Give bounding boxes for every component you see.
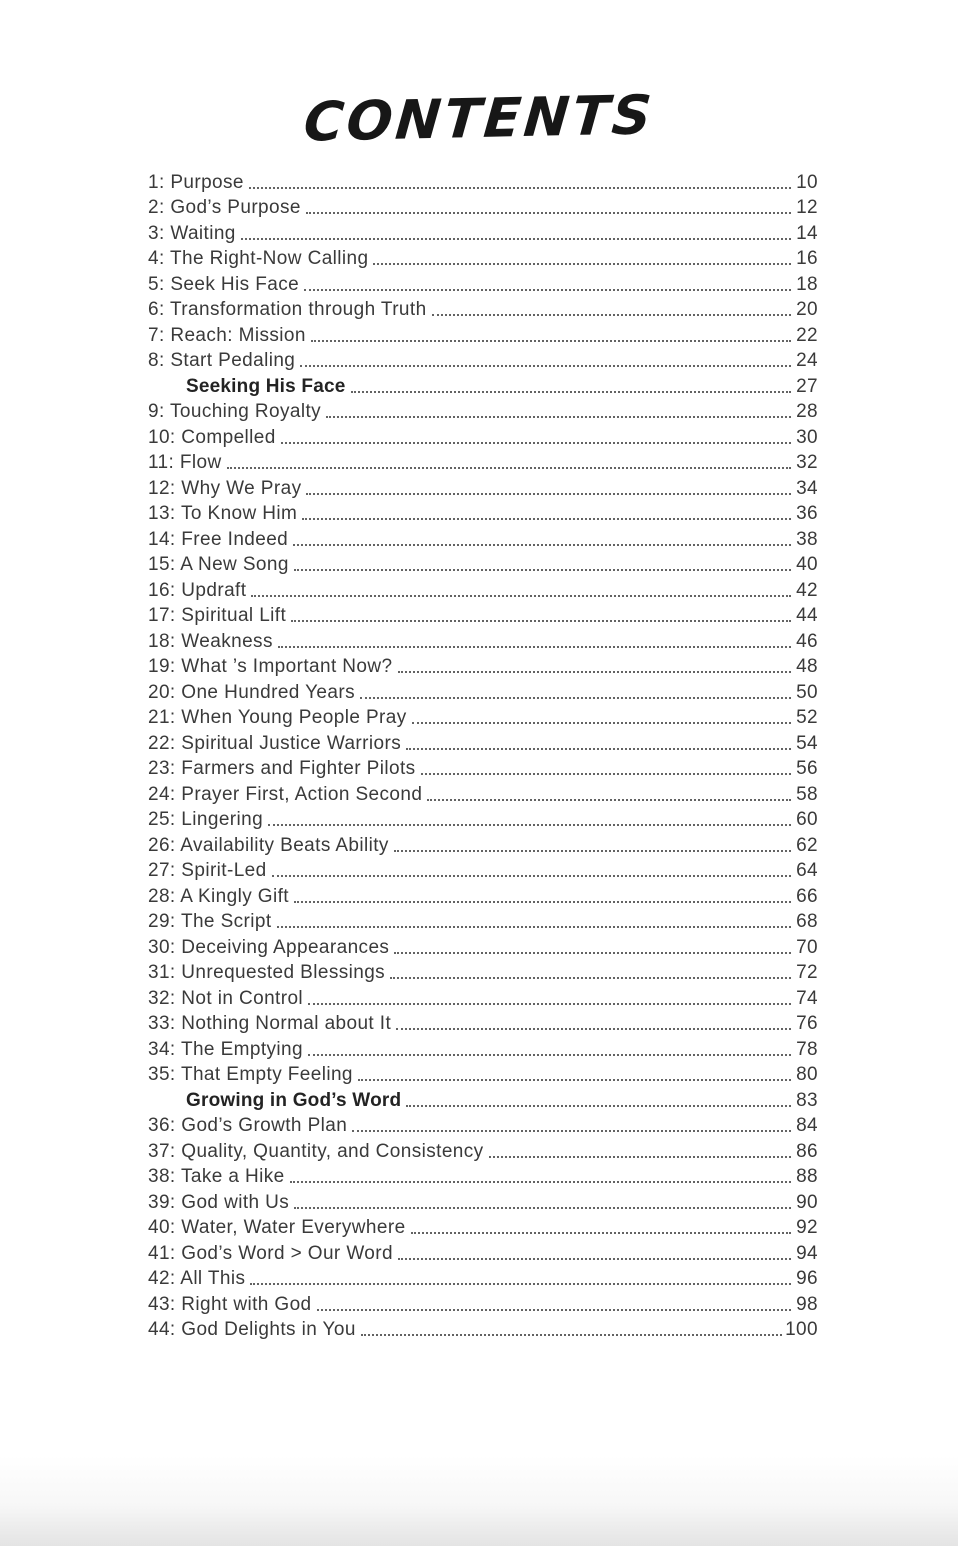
- dot-leader: [360, 697, 791, 699]
- toc-entry-label: 5: Seek His Face: [148, 273, 300, 295]
- toc-entry-label: 9: Touching Royalty: [148, 401, 322, 422]
- dot-leader: [302, 518, 791, 520]
- toc-page-number: 86: [796, 1140, 818, 1162]
- toc-row: [148, 1265, 818, 1291]
- toc-entry-label: 41: God’s Word > Our Word: [148, 1242, 393, 1264]
- dot-leader: [294, 901, 791, 903]
- toc-entry-label: 30: Deceiving Appearances: [148, 936, 390, 958]
- toc-page-number: 56: [796, 758, 818, 779]
- toc-page-number: 30: [796, 426, 818, 448]
- dot-leader: [358, 1079, 791, 1081]
- dot-leader: [489, 1156, 791, 1158]
- toc-entry-label: 6: Transformation through Truth: [148, 299, 427, 320]
- toc-row: [148, 908, 818, 934]
- dot-leader: [351, 391, 792, 393]
- toc-page-number: 62: [796, 834, 818, 856]
- toc-row: [148, 602, 818, 628]
- toc-entry-label: 14: Free Indeed: [148, 528, 289, 550]
- toc-entry-label: 33: Nothing Normal about It: [148, 1013, 392, 1034]
- toc-page-number: 20: [796, 299, 818, 320]
- toc-entry-label: 16: Updraft: [148, 579, 247, 601]
- toc-row: [148, 449, 818, 475]
- dot-leader: [394, 952, 791, 954]
- dot-leader: [361, 1334, 782, 1336]
- toc-page-number: 60: [796, 809, 818, 830]
- toc-entry-label: 7: Reach: Mission: [148, 324, 306, 346]
- toc-entry-label: 31: Unrequested Blessings: [148, 962, 386, 983]
- dot-leader: [308, 1003, 791, 1005]
- toc-entry-label: 26: Availability Beats Ability: [148, 834, 389, 856]
- dot-leader: [394, 850, 791, 852]
- toc-row: [148, 831, 818, 857]
- toc-entry-label: 19: What ’s Important Now?: [148, 656, 393, 677]
- toc-row: [148, 245, 818, 271]
- toc-row: [148, 1290, 818, 1316]
- toc-entry-label: Seeking His Face: [186, 375, 346, 397]
- toc-page-number: 100: [785, 1319, 818, 1340]
- page-edge-shadow: [0, 1456, 958, 1546]
- toc-row: [148, 576, 818, 602]
- dot-leader: [406, 748, 791, 750]
- toc-row: [148, 474, 818, 500]
- toc-row: [148, 1239, 818, 1265]
- toc-entry-label: 2: God’s Purpose: [148, 197, 301, 218]
- toc-page-number: 28: [796, 401, 818, 422]
- toc-page-number: 18: [796, 273, 818, 295]
- toc-page-number: 10: [796, 171, 818, 193]
- toc-entry-label: Growing in God’s Word: [186, 1089, 402, 1111]
- toc-row: [148, 347, 818, 373]
- toc-row: [148, 1214, 818, 1240]
- dot-leader: [427, 799, 791, 801]
- toc-row: [148, 551, 818, 577]
- toc-page-number: 48: [796, 656, 818, 677]
- toc-row: [148, 525, 818, 551]
- dot-leader: [290, 1181, 791, 1183]
- dot-leader: [411, 1232, 791, 1234]
- toc-entry-label: 10: Compelled: [148, 426, 276, 448]
- dot-leader: [304, 289, 791, 291]
- dot-leader: [241, 238, 791, 240]
- dot-leader: [249, 187, 791, 189]
- toc-page-number: 58: [796, 783, 818, 805]
- toc-entry-label: 8: Start Pedaling: [148, 350, 296, 371]
- toc-page-number: 42: [796, 579, 818, 601]
- toc-row: [148, 1137, 818, 1163]
- dot-leader: [278, 646, 791, 648]
- toc-entry-label: 38: Take a Hike: [148, 1166, 285, 1187]
- dot-leader: [300, 365, 791, 367]
- toc-entry-label: 17: Spiritual Lift: [148, 605, 287, 626]
- toc-page-number: 16: [796, 248, 818, 269]
- dot-leader: [421, 773, 791, 775]
- toc-row: [148, 296, 818, 322]
- dot-leader: [311, 340, 791, 342]
- dot-leader: [396, 1028, 791, 1030]
- toc-row: [148, 1163, 818, 1189]
- dot-leader: [294, 569, 791, 571]
- toc-row: [148, 500, 818, 526]
- toc-entry-label: 39: God with Us: [148, 1191, 290, 1213]
- toc-row: [148, 270, 818, 296]
- toc-page-number: 74: [796, 987, 818, 1009]
- toc-page-number: 83: [796, 1089, 818, 1111]
- toc-page-number: 24: [796, 350, 818, 371]
- toc-row: [148, 806, 818, 832]
- dot-leader: [277, 926, 791, 928]
- toc-page-number: 34: [796, 477, 818, 499]
- toc-entry-label: 42: All This: [148, 1268, 246, 1289]
- toc-row: [148, 423, 818, 449]
- toc-row: [148, 219, 818, 245]
- dot-leader: [398, 1258, 791, 1260]
- toc-entry-label: 36: God’s Growth Plan: [148, 1115, 348, 1136]
- toc-row: [148, 984, 818, 1010]
- dot-leader: [294, 1207, 791, 1209]
- toc-page-number: 52: [796, 707, 818, 728]
- toc-page-number: 76: [796, 1013, 818, 1034]
- toc-entry-label: 18: Weakness: [148, 630, 273, 652]
- dot-leader: [308, 1054, 791, 1056]
- toc-entry-label: 23: Farmers and Fighter Pilots: [148, 758, 416, 779]
- dot-leader: [432, 314, 791, 316]
- toc-page-number: 92: [796, 1217, 818, 1238]
- toc-page-number: 84: [796, 1115, 818, 1136]
- dot-leader: [406, 1105, 791, 1107]
- page-title: CONTENTS: [301, 83, 657, 154]
- dot-leader: [291, 620, 791, 622]
- toc-entry-label: 37: Quality, Quantity, and Consistency: [148, 1140, 484, 1162]
- dot-leader: [306, 493, 791, 495]
- toc-entry-label: 27: Spirit-Led: [148, 860, 267, 881]
- dot-leader: [306, 212, 791, 214]
- toc-row: [148, 1035, 818, 1061]
- toc-entry-label: 32: Not in Control: [148, 987, 304, 1009]
- toc-entry-label: 28: A Kingly Gift: [148, 885, 289, 907]
- dot-leader: [326, 416, 791, 418]
- table-of-contents: [148, 168, 818, 1341]
- toc-page-number: 78: [796, 1038, 818, 1060]
- toc-entry-label: 3: Waiting: [148, 222, 236, 244]
- toc-row: [148, 678, 818, 704]
- toc-page-number: 94: [796, 1242, 818, 1264]
- toc-page-number: 40: [796, 554, 818, 575]
- toc-page-number: 90: [796, 1191, 818, 1213]
- dot-leader: [412, 722, 791, 724]
- toc-page-number: 50: [796, 681, 818, 703]
- toc-entry-label: 22: Spiritual Justice Warriors: [148, 732, 402, 754]
- toc-row: [148, 729, 818, 755]
- book-page: [0, 83, 958, 1546]
- toc-row: [148, 1188, 818, 1214]
- toc-row: [148, 1061, 818, 1087]
- dot-leader: [352, 1130, 791, 1132]
- toc-row: [148, 168, 818, 194]
- toc-row: [148, 755, 818, 781]
- toc-entry-label: 43: Right with God: [148, 1293, 312, 1315]
- toc-row: [148, 1010, 818, 1036]
- toc-page-number: 22: [796, 324, 818, 346]
- toc-page-number: 72: [796, 962, 818, 983]
- toc-row: [148, 1316, 818, 1342]
- dot-leader: [317, 1309, 791, 1311]
- toc-page-number: 64: [796, 860, 818, 881]
- dot-leader: [398, 671, 792, 673]
- dot-leader: [281, 442, 791, 444]
- toc-page-number: 32: [796, 452, 818, 473]
- dot-leader: [293, 544, 791, 546]
- toc-row: [148, 194, 818, 220]
- dot-leader: [390, 977, 791, 979]
- dot-leader: [373, 263, 791, 265]
- toc-row: [148, 398, 818, 424]
- toc-entry-label: 12: Why We Pray: [148, 477, 302, 499]
- toc-row: [148, 882, 818, 908]
- toc-page-number: 46: [796, 630, 818, 652]
- toc-page-number: 54: [796, 732, 818, 754]
- toc-row: [148, 780, 818, 806]
- dot-leader: [251, 595, 791, 597]
- toc-page-number: 96: [796, 1268, 818, 1289]
- toc-row: [148, 933, 818, 959]
- toc-page-number: 98: [796, 1293, 818, 1315]
- toc-entry-label: 20: One Hundred Years: [148, 681, 355, 703]
- toc-row: [148, 372, 818, 398]
- toc-page-number: 66: [796, 885, 818, 907]
- toc-row: [148, 704, 818, 730]
- dot-leader: [250, 1283, 791, 1285]
- toc-row: [148, 857, 818, 883]
- toc-row: [148, 959, 818, 985]
- toc-row: [148, 627, 818, 653]
- toc-page-number: 80: [796, 1064, 818, 1085]
- toc-entry-label: 1: Purpose: [148, 171, 244, 193]
- toc-entry-label: 13: To Know Him: [148, 503, 298, 524]
- toc-page-number: 88: [796, 1166, 818, 1187]
- toc-entry-label: 40: Water, Water Everywhere: [148, 1217, 406, 1238]
- toc-entry-label: 4: The Right-Now Calling: [148, 248, 369, 269]
- dot-leader: [272, 875, 791, 877]
- toc-row: [148, 1112, 818, 1138]
- toc-page-number: 12: [796, 197, 818, 218]
- toc-entry-label: 44: God Delights in You: [148, 1319, 356, 1340]
- toc-row: [148, 321, 818, 347]
- toc-row: [148, 653, 818, 679]
- dot-leader: [227, 467, 791, 469]
- toc-page-number: 44: [796, 605, 818, 626]
- toc-page-number: 27: [796, 375, 818, 397]
- toc-page-number: 68: [796, 911, 818, 932]
- toc-entry-label: 11: Flow: [148, 452, 222, 473]
- toc-entry-label: 24: Prayer First, Action Second: [148, 783, 423, 805]
- toc-entry-label: 25: Lingering: [148, 809, 264, 830]
- toc-entry-label: 15: A New Song: [148, 554, 289, 575]
- toc-page-number: 14: [796, 222, 818, 244]
- toc-page-number: 36: [796, 503, 818, 524]
- toc-entry-label: 34: The Emptying: [148, 1038, 303, 1060]
- dot-leader: [268, 824, 791, 826]
- toc-row: [148, 1086, 818, 1112]
- toc-entry-label: 29: The Script: [148, 911, 272, 932]
- toc-entry-label: 21: When Young People Pray: [148, 707, 407, 728]
- toc-page-number: 38: [796, 528, 818, 550]
- toc-entry-label: 35: That Empty Feeling: [148, 1064, 353, 1085]
- toc-page-number: 70: [796, 936, 818, 958]
